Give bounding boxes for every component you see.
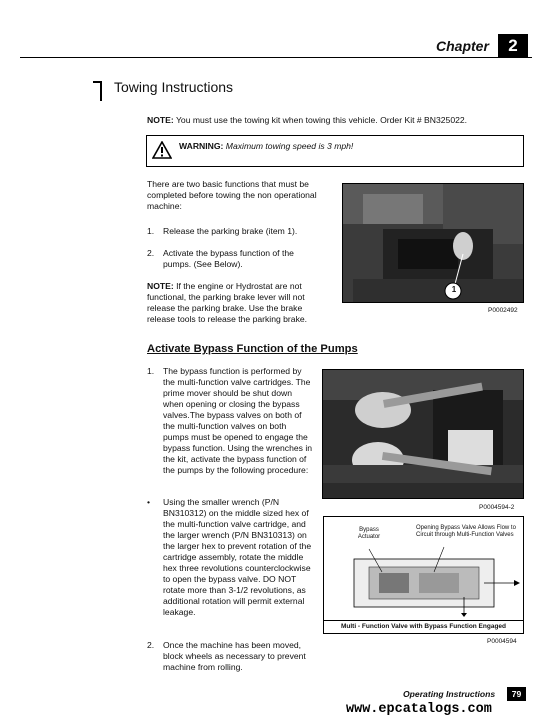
- wrench-photo: [322, 369, 524, 499]
- note2-label: NOTE:: [147, 281, 174, 291]
- watermark: www.epcatalogs.com: [346, 702, 492, 717]
- page-number: 79: [507, 687, 526, 701]
- step-bullet-marker: •: [147, 497, 151, 507]
- warning-text: [179, 141, 353, 151]
- warning-box: [146, 135, 524, 167]
- step-bullet-text: Using the smaller wrench (P/N BN310312) on the middle sized hex of the multi-function valve cartridge, and the larger wrench (P/N BN310313) on the larger hex to prevent rotation of the cartridge assembly, rotate the middle hex three revolutions counterclockwise to open the bypass valve. DO NOT rotate more than 3-1/2 revolutions, as additional rotation will permit external leakage.: [163, 497, 312, 617]
- photo1-caption: P0002492: [488, 307, 518, 314]
- step-a1-number: 1.: [147, 226, 155, 236]
- step-a2-text: Activate the bypass function of the pumps. (See Below).: [163, 248, 294, 269]
- callout-1: 1: [451, 285, 457, 294]
- parking-brake-image: [343, 184, 524, 303]
- note-label: NOTE:: [147, 115, 174, 125]
- note-parking-brake: [147, 281, 327, 325]
- valve-cross-section-image: [324, 517, 525, 635]
- parking-brake-photo: [342, 183, 524, 303]
- chapter-number: 2: [498, 34, 528, 58]
- warning-triangle-icon: [152, 141, 172, 159]
- subheading-bypass: Activate Bypass Function of the Pumps: [147, 343, 358, 355]
- label-opening-bypass: Opening Bypass Valve Allows Flow to Circuit through Multi-Function Valves: [416, 525, 516, 538]
- valve-diagram: [323, 516, 524, 634]
- note2-text: If the engine or Hydrostat are not functional, the parking brake lever will not release the parking brake. Use the brake release tools to release the parking brake.: [147, 281, 308, 324]
- step-a1-text: Release the parking brake (item 1).: [163, 226, 298, 236]
- step-a2-number: 2.: [147, 248, 155, 258]
- section-marker-vertical: [100, 81, 102, 101]
- note-text: You must use the towing kit when towing this vehicle. Order Kit # BN325022.: [173, 115, 468, 125]
- diagram-footer: Multi - Function Valve with Bypass Function Engaged: [324, 620, 523, 630]
- step-b1-text: The bypass function is performed by the multi-function valve cartridges. The prime mover should be shut down when opening or closing the bypass valves.The bypass valves on both of the multi-function valves on both pumps must be opened to engage the bypass function. Using the wrenches in the kit, activate the bypass function of the pumps by the following procedure:: [163, 366, 313, 475]
- photo2-caption: P0004594-2: [479, 504, 515, 511]
- chapter-label: Chapter: [436, 38, 489, 54]
- step-b2-text: Once the machine has been moved, block wheels as necessary to prevent machine from rolling.: [163, 640, 306, 672]
- header-rule: [20, 57, 532, 58]
- step-b2-number: 2.: [147, 640, 155, 650]
- section-title: Towing Instructions: [114, 79, 234, 95]
- note-kit: [147, 115, 467, 125]
- intro-paragraph: There are two basic functions that must be completed before towing the non operational machine:: [147, 179, 317, 211]
- warning-label: WARNING:: [179, 141, 224, 151]
- warning-message: Maximum towing speed is 3 mph!: [223, 141, 354, 151]
- footer-section: Operating Instructions: [403, 689, 496, 699]
- label-bypass-actuator: Bypass Actuator: [357, 527, 381, 540]
- wrench-image: [323, 370, 524, 499]
- step-b1-number: 1.: [147, 366, 155, 376]
- diagram-caption: P0004594: [487, 638, 517, 645]
